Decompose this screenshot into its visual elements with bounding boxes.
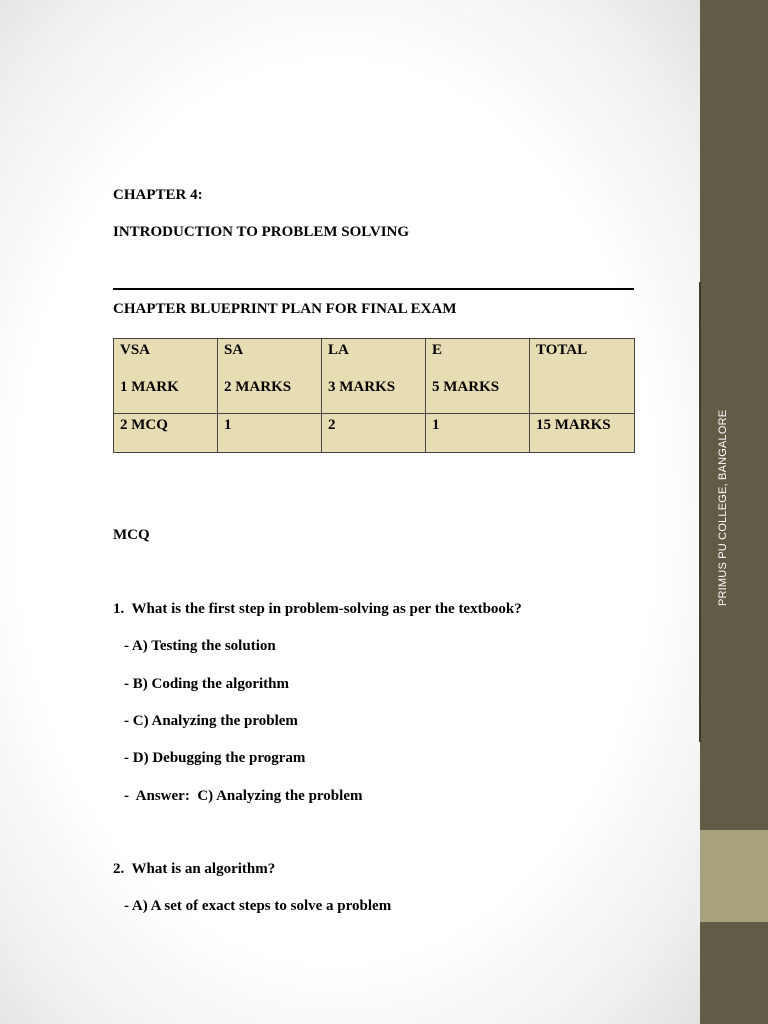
table-cell: 15 MARKS [530,414,635,453]
option-item: - A) A set of exact steps to solve a problem [124,898,392,914]
sidebar-accent-block [700,830,768,922]
option-item: - D) Debugging the program [124,750,306,766]
chapter-number: CHAPTER 4: [113,187,203,203]
answer-line: - Answer: C) Analyzing the problem [124,788,363,804]
table-cell: 1 [218,414,322,453]
chapter-title: INTRODUCTION TO PROBLEM SOLVING [113,224,410,240]
option-item: - B) Coding the algorithm [124,676,289,692]
blueprint-table [113,338,635,453]
option-item: - A) Testing the solution [124,638,276,654]
sidebar-divider [699,282,701,742]
table-cell: SA 2 MARKS [218,339,322,414]
question-text: What is an algorithm? [131,861,276,877]
table-cell: E 5 MARKS [426,339,530,414]
table-cell: 1 [426,414,530,453]
question-1 [113,600,522,618]
question-number: 2. [113,861,125,877]
table-row [114,414,635,453]
blueprint-heading: CHAPTER BLUEPRINT PLAN FOR FINAL EXAM [113,301,457,317]
question-number: 1. [113,601,125,617]
horizontal-rule [113,288,634,290]
question-text: What is the first step in problem-solving as per the textbook? [131,601,522,617]
option-item: - C) Analyzing the problem [124,713,298,729]
table-row [114,339,635,414]
sidebar-college-label: PRIMUS PU COLLEGE, BANGALORE [717,409,729,606]
question-2 [113,860,275,878]
table-cell: VSA 1 MARK [114,339,218,414]
table-cell: 2 MCQ [114,414,218,453]
table-cell: 2 [322,414,426,453]
table-cell: LA 3 MARKS [322,339,426,414]
mcq-heading: MCQ [113,527,150,543]
table-cell: TOTAL [530,339,635,414]
